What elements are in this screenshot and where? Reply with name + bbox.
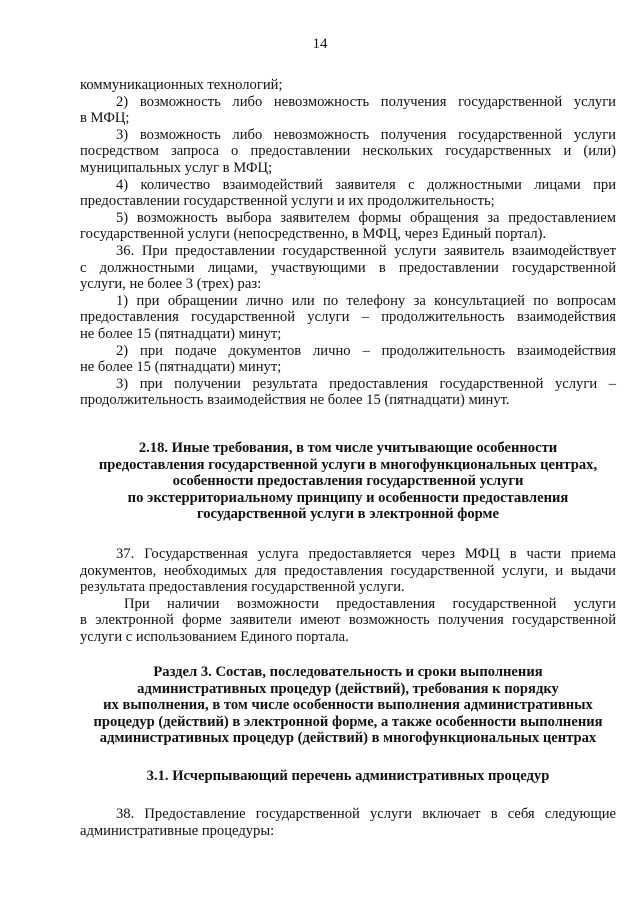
text-line: посредством запроса о предоставлении нескольких государственных и (или) (80, 143, 616, 160)
text-line: с должностными лицами, участвующими в предоставлении государственной (80, 259, 616, 276)
section-3-heading (60, 664, 636, 747)
text-line: административные процедуры: (80, 822, 275, 839)
heading-line: государственной услуги в электронной форме (197, 506, 499, 523)
text-line: документов, необходимых для предоставления государственной услуги, и выдачи (80, 562, 616, 579)
subsection-heading-3-1: 3.1. Исчерпывающий перечень административных процедур (146, 768, 550, 784)
text-line: услуги, не более 3 (трех) раз: (80, 276, 262, 293)
text-line: 3) возможность либо невозможность получения государственной услуги (116, 126, 616, 143)
heading-line: 2.18. Иные требования, в том числе учитывающие особенности (138, 440, 558, 456)
text-line: в МФЦ; (80, 110, 130, 127)
heading-line: административных процедур (действий), требования к порядку (137, 680, 559, 697)
text-line: 3) при получении результата предоставления государственной услуги – (116, 375, 616, 392)
text-line: государственной услуги (непосредственно, в МФЦ, через Единый портал). (80, 226, 547, 243)
text-line: 2) возможность либо невозможность получения государственной услуги (116, 93, 616, 110)
heading-line: процедур (действий) в электронной форме, а также особенности выполнения (93, 713, 603, 730)
text-line: результата предоставления государственной услуги. (80, 579, 405, 596)
heading-line: по экстерриториальному принципу и особенности предоставления (127, 489, 569, 506)
heading-line: Раздел 3. Состав, последовательность и сроки выполнения (153, 664, 543, 680)
text-line: 4) количество взаимодействий заявителя с должностными лицами при (116, 176, 616, 193)
section-heading-2-18 (60, 440, 636, 523)
text-line: предоставлении государственной услуги и их продолжительность; (80, 193, 495, 210)
text-line: 5) возможность выбора заявителем формы обращения за предоставлением (116, 209, 616, 226)
text-line: 36. При предоставлении государственной услуги заявитель взаимодействует (116, 242, 616, 259)
text-line: муниципальных услуг в МФЦ; (80, 159, 273, 176)
heading-line: их выполнения, в том числе особенности выполнения административных (103, 697, 593, 714)
heading-line: особенности предоставления государственной услуги (172, 473, 524, 490)
heading-line: предоставления государственной услуги в многофункциональных центрах, (98, 456, 598, 473)
body-text-block-3 (80, 806, 616, 839)
body-text-block-1 (80, 77, 616, 409)
text-line: 2) при подаче документов лично – продолжительность взаимодействия (116, 342, 616, 359)
page-number: 14 (312, 36, 328, 52)
heading-line: административных процедур (действий) в многофункциональных центрах (99, 730, 597, 747)
text-line: в электронной форме заявители имеют возможность получения государственной (80, 612, 616, 629)
text-line: При наличии возможности предоставления государственной услуги (124, 595, 616, 612)
text-line: коммуникационных технологий; (80, 77, 283, 93)
text-line: продолжительность взаимодействия не более 15 (пятнадцати) минут. (80, 392, 510, 409)
text-line: услуги с использованием Единого портала. (80, 628, 349, 645)
text-line: 38. Предоставление государственной услуги включает в себя следующие (116, 806, 616, 822)
text-line: предоставления государственной услуги – продолжительность взаимодействия (80, 309, 616, 326)
text-line: 1) при обращении лично или по телефону за консультацией по вопросам (116, 292, 616, 309)
text-line: не более 15 (пятнадцати) минут; (80, 325, 282, 342)
text-line: 37. Государственная услуга предоставляется через МФЦ в части приема (116, 546, 616, 562)
body-text-block-2 (80, 546, 616, 646)
text-line: не более 15 (пятнадцати) минут; (80, 359, 282, 376)
